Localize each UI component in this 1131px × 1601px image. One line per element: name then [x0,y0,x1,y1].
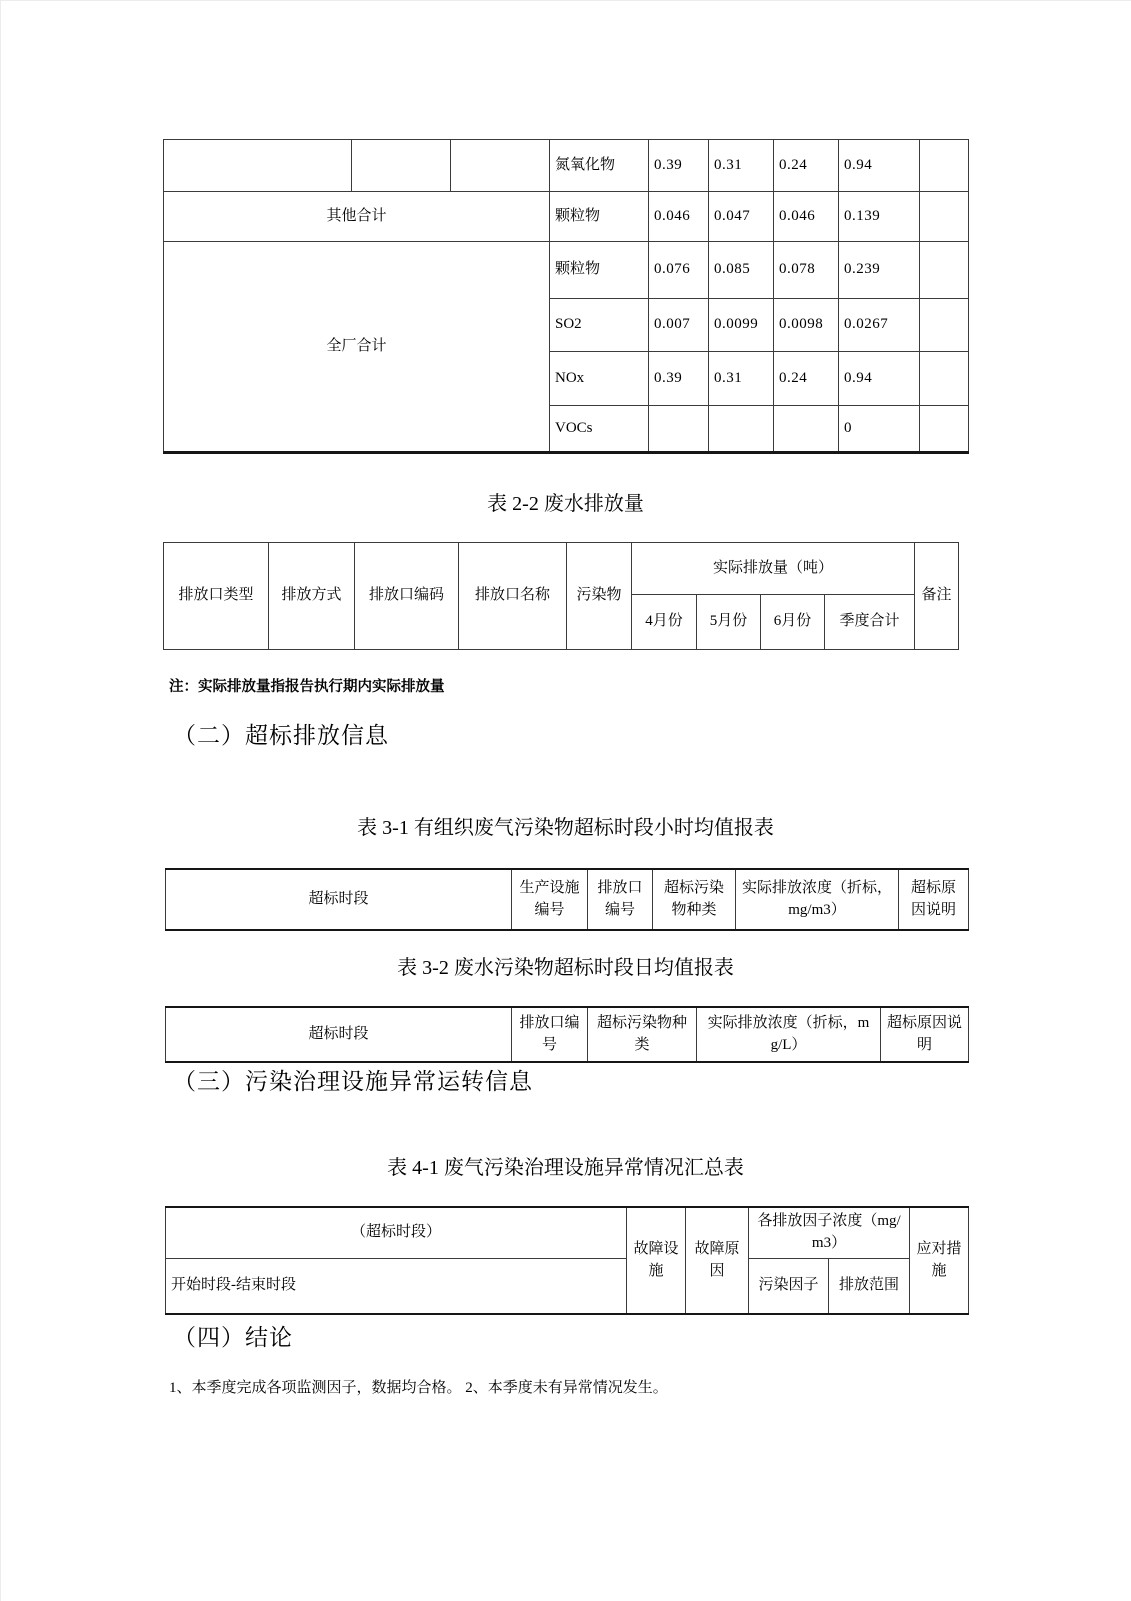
header-factor-concentration: 各排放因子浓度（mg/m3） [749,1207,910,1258]
header-pollutant-type: 超标污染物种类 [588,1007,697,1062]
header-concentration: 实际排放浓度（折标，mg/L） [697,1007,881,1062]
remark-cell [920,299,969,352]
pollutant-cell: 氮氧化物 [550,140,649,192]
remark-cell [920,406,969,453]
wastewater-emission-table [163,542,959,650]
value-cell-june [774,406,839,453]
value-cell-june: 0.24 [774,352,839,406]
treatment-facility-abnormal-table [165,1206,969,1315]
table-row [164,242,969,299]
value-cell-june: 0.0098 [774,299,839,352]
group-label-cell: 其他合计 [164,192,550,242]
header-concentration: 实际排放浓度（折标，mg/m3） [736,869,899,930]
section-heading-conclusion: （四）结论 [173,1325,293,1350]
value-cell-quarter: 0.94 [839,140,920,192]
header-exceed-period: 超标时段 [166,1007,512,1062]
value-cell-may [709,406,774,453]
pollutant-cell: 颗粒物 [550,192,649,242]
pollutant-cell: VOCs [550,406,649,453]
value-cell-june: 0.078 [774,242,839,299]
header-outlet-type: 排放口类型 [164,543,269,650]
table-header-row [166,869,969,930]
water-exceedance-daily-table [165,1006,969,1063]
header-pollution-factor: 污染因子 [749,1258,829,1314]
header-quarter-total: 季度合计 [825,595,915,650]
pollutant-cell: SO2 [550,299,649,352]
header-outlet-name: 排放口名称 [459,543,567,650]
value-cell-quarter: 0 [839,406,920,453]
table-4-1-title: 表 4-1 废气污染治理设施异常情况汇总表 [387,1157,744,1179]
value-cell-june: 0.046 [774,192,839,242]
header-outlet-no: 排放口编号 [588,869,653,930]
header-pollutant-type: 超标污染物种类 [653,869,736,930]
value-cell-may: 0.31 [709,140,774,192]
table-row [164,140,969,192]
value-cell-may: 0.31 [709,352,774,406]
empty-cell [164,140,352,192]
value-cell-april: 0.076 [649,242,709,299]
header-may: 5月份 [697,595,761,650]
value-cell-april [649,406,709,453]
header-exceed-reason: 超标原因说明 [899,869,969,930]
header-remark: 备注 [915,543,959,650]
header-june: 6月份 [761,595,825,650]
value-cell-may: 0.0099 [709,299,774,352]
section-heading-exceedance: （二）超标排放信息 [173,723,389,748]
header-discharge-method: 排放方式 [269,543,355,650]
value-cell-june: 0.24 [774,140,839,192]
header-period-detail: 开始时段-结束时段 [166,1258,627,1314]
value-cell-quarter: 0.94 [839,352,920,406]
remark-cell [920,192,969,242]
conclusion-text: 1、本季度完成各项监测因子，数据均合格。 2、本季度未有异常情况发生。 [169,1380,668,1396]
group-label-cell: 全厂合计 [164,242,550,453]
pollutant-cell: 颗粒物 [550,242,649,299]
table-3-2-title: 表 3-2 废水污染物超标时段日均值报表 [397,957,734,979]
empty-cell [451,140,550,192]
pollutant-cell: NOx [550,352,649,406]
gas-exceedance-hourly-table [165,868,969,931]
remark-cell [920,352,969,406]
table-2-2-title: 表 2-2 废水排放量 [487,493,644,515]
empty-cell [352,140,451,192]
header-emission-range: 排放范围 [829,1258,910,1314]
value-cell-may: 0.085 [709,242,774,299]
table-header-row [166,1007,969,1062]
header-april: 4月份 [632,595,697,650]
remark-cell [920,242,969,299]
table-note: 注：实际排放量指报告执行期内实际排放量 [169,679,445,695]
header-fault-facility: 故障设施 [627,1207,686,1314]
header-facility-no: 生产设施编号 [512,869,588,930]
header-fault-reason: 故障原因 [686,1207,749,1314]
value-cell-april: 0.007 [649,299,709,352]
header-outlet-code: 排放口编码 [355,543,459,650]
section-heading-abnormal-operation: （三）污染治理设施异常运转信息 [173,1069,533,1094]
table-header-row [166,1207,969,1258]
table-3-1-title: 表 3-1 有组织废气污染物超标时段小时均值报表 [357,817,774,839]
value-cell-quarter: 0.239 [839,242,920,299]
header-exceed-reason: 超标原因说明 [881,1007,969,1062]
header-exceed-period: （超标时段） [166,1207,627,1258]
table-header-row [164,543,959,595]
value-cell-may: 0.047 [709,192,774,242]
header-actual-amount: 实际排放量（吨） [632,543,915,595]
table-header-row [166,1258,969,1314]
value-cell-april: 0.39 [649,140,709,192]
gas-emission-totals-table [163,139,969,454]
header-pollutant: 污染物 [567,543,632,650]
header-outlet-no: 排放口编号 [512,1007,588,1062]
table-row [164,192,969,242]
value-cell-quarter: 0.0267 [839,299,920,352]
remark-cell [920,140,969,192]
header-exceed-period: 超标时段 [166,869,512,930]
value-cell-april: 0.39 [649,352,709,406]
value-cell-quarter: 0.139 [839,192,920,242]
header-measures: 应对措施 [910,1207,969,1314]
value-cell-april: 0.046 [649,192,709,242]
